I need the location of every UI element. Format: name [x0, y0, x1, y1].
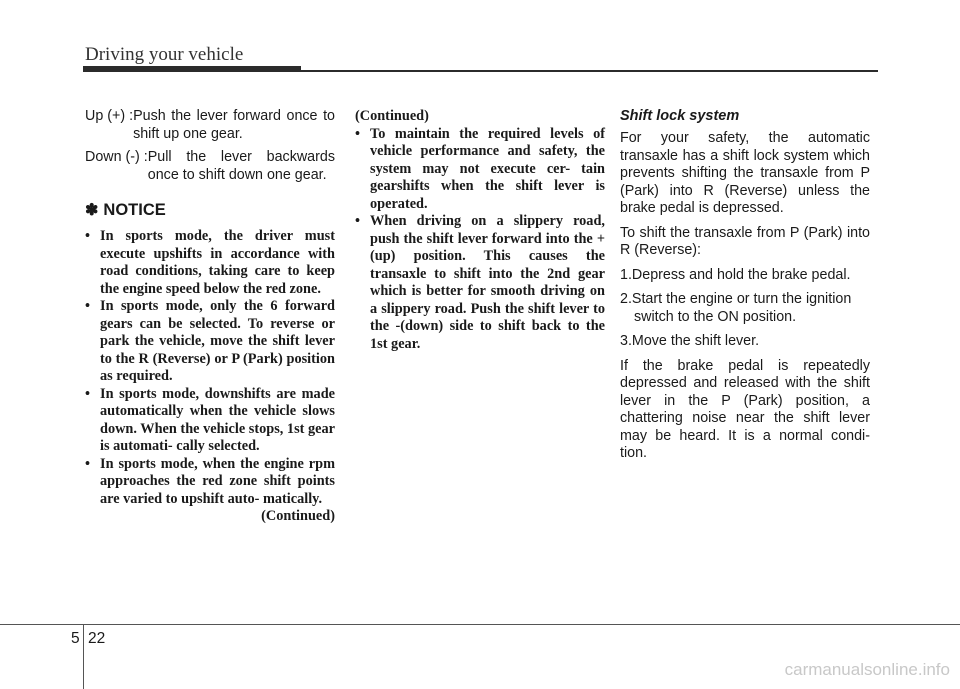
- list-item: • In sports mode, when the engine rpm approaches the red zone shift points are varied to upshift auto- matically.: [85, 456, 335, 509]
- notice-bullet-list: [85, 228, 335, 508]
- footer-rule: [0, 624, 960, 625]
- definition-up: [85, 108, 335, 143]
- step-item: 3.Move the shift lever.: [620, 333, 760, 349]
- list-item: • In sports mode, only the 6 forward gears can be selected. To reverse or park the vehicle, move the shift lever to the R (Reverse) or P (Park) position as required.: [85, 298, 335, 386]
- continued-label: (Continued): [261, 508, 335, 524]
- list-item: • In sports mode, downshifts are made automatically when the vehicle slows down. When the vehicle stops, 1st gear is automati- cally selected.: [85, 386, 335, 456]
- page-number: 22: [88, 630, 106, 647]
- watermark: carmanualsonline.info: [784, 660, 950, 679]
- column-middle: [355, 108, 605, 353]
- notice-title: NOTICE: [103, 200, 166, 219]
- continued-label: (Continued): [355, 108, 429, 124]
- header-rule-thick: [83, 66, 301, 72]
- step-item: 1.Depress and hold the brake pedal.: [620, 266, 851, 283]
- section-heading: Shift lock system: [620, 108, 740, 124]
- step-item: 2.Start the engine or turn the ignition switch to the ON position.: [620, 291, 852, 325]
- column-right: [620, 108, 870, 470]
- header-rule-thin: [301, 70, 878, 72]
- paragraph-closing: If the brake pedal is repeatedly depressed and released with the shift lever in the P (Park) position, a chattering noise near the shift lever may be heard. It is a normal condi- tion.: [620, 357, 870, 461]
- column-left: [85, 108, 335, 526]
- footer-divider: [83, 624, 84, 689]
- page-header-title: Driving your vehicle: [85, 44, 244, 65]
- definition-term: Down (-) :: [85, 149, 148, 165]
- paragraph-intro: For your safety, the automatic transaxle has a shift lock system which prevents shifting the transaxle from P (Park) into R (Reverse) unless the brake pedal is depressed.: [620, 130, 870, 216]
- notice-star-icon: ✽: [85, 202, 99, 219]
- definition-text: Pull the lever backwards once to shift down one gear.: [147, 149, 335, 183]
- chapter-number: 5: [71, 630, 80, 647]
- list-item: • When driving on a slippery road, push the shift lever forward into the +(up) position. This causes the transaxle to shift into the 2nd gear which is better for smooth driving on a slippery road. Push the shift lever to the -(down) side to shift back to the 1st gear.: [355, 213, 605, 353]
- list-item: • In sports mode, the driver must execute upshifts in accordance with road conditions, taking care to keep the engine speed below the red zone.: [85, 228, 335, 298]
- paragraph-lead: To shift the transaxle from P (Park) into R (Reverse):: [620, 224, 870, 258]
- list-item: • To maintain the required levels of vehicle performance and safety, the system may not execute cer- tain gearshifts when the shift lever is operated.: [355, 126, 605, 214]
- notice-bullet-list: [355, 126, 605, 354]
- notice-heading: [85, 200, 335, 220]
- definition-down: [85, 149, 335, 184]
- definition-text: Push the lever forward once to shift up one gear.: [133, 108, 335, 142]
- definition-term: Up (+) :: [85, 108, 134, 124]
